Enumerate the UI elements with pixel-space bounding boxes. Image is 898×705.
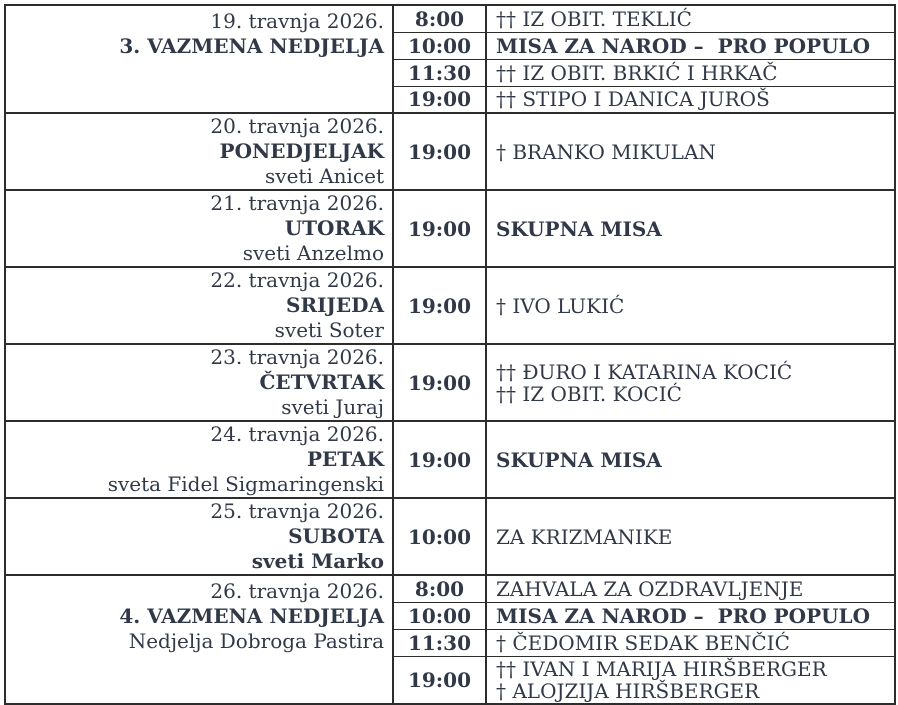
intention-cell — [486, 575, 895, 602]
date-cell — [5, 344, 393, 421]
intention-cell — [486, 629, 895, 656]
saint-line: sveti Anicet — [265, 164, 384, 188]
day-line: SUBOTA — [288, 524, 384, 548]
date-line: 21. travnja 2026. — [210, 191, 384, 215]
schedule-body — [5, 5, 895, 704]
saint-line: sveti Marko — [251, 549, 384, 573]
date-cell — [5, 575, 393, 704]
time-cell: 19:00 — [393, 267, 486, 344]
schedule-row — [5, 190, 895, 267]
intention-cell — [486, 86, 895, 113]
time-cell: 19:00 — [393, 86, 486, 113]
time-cell: 19:00 — [393, 113, 486, 190]
intention-line: ZAHVALA ZA OZDRAVLJENJE — [496, 576, 804, 601]
date-line: 20. travnja 2026. — [210, 114, 384, 138]
day-line: 4. VAZMENA NEDJELJA — [119, 604, 384, 628]
date-cell — [5, 5, 393, 113]
intention-cell — [486, 267, 895, 344]
schedule-row — [5, 267, 895, 344]
date-line: 25. travnja 2026. — [210, 499, 384, 523]
intention-line: †† ĐURO I KATARINA KOCIĆ — [496, 359, 793, 384]
intention-line: †† IVAN I MARIJA HIRŠBERGER — [496, 656, 827, 681]
schedule-row — [5, 113, 895, 190]
date-cell — [5, 267, 393, 344]
intention-cell — [486, 498, 895, 575]
date-line: 26. travnja 2026. — [210, 579, 384, 603]
intention-line: ZA KRIZMANIKE — [496, 524, 673, 549]
intention-cell — [486, 421, 895, 498]
intention-cell — [486, 602, 895, 629]
saint-line: Nedjelja Dobroga Pastira — [128, 629, 384, 653]
schedule-row — [5, 498, 895, 575]
saint-line: sveti Anzelmo — [242, 241, 384, 265]
day-line: UTORAK — [284, 216, 384, 240]
date-line: 22. travnja 2026. — [210, 268, 384, 292]
day-line: SRIJEDA — [286, 293, 384, 317]
saint-line: sveta Fidel Sigmaringenski — [107, 472, 384, 496]
day-line: PONEDJELJAK — [219, 139, 384, 163]
intention-line: †† IZ OBIT. TEKLIĆ — [496, 6, 692, 31]
day-line: PETAK — [307, 447, 384, 471]
time-cell: 10:00 — [393, 498, 486, 575]
time-cell: 19:00 — [393, 656, 486, 704]
schedule-row — [5, 575, 895, 602]
time-cell: 10:00 — [393, 602, 486, 629]
time-cell: 8:00 — [393, 575, 486, 602]
intention-line: † IVO LUKIĆ — [496, 293, 625, 318]
intention-line: †† STIPO I DANICA JUROŠ — [496, 87, 770, 112]
intention-cell — [486, 5, 895, 32]
intention-cell — [486, 656, 895, 704]
intention-cell — [486, 190, 895, 267]
intention-line: SKUPNA MISA — [496, 216, 662, 241]
saint-line: sveti Juraj — [281, 395, 384, 419]
day-line: ČETVRTAK — [259, 370, 384, 394]
intention-line: MISA ZA NAROD – PRO POPULO — [496, 33, 871, 58]
date-cell — [5, 190, 393, 267]
date-line: 24. travnja 2026. — [210, 422, 384, 446]
time-cell: 19:00 — [393, 190, 486, 267]
time-cell: 10:00 — [393, 32, 486, 59]
intention-cell — [486, 113, 895, 190]
intention-cell — [486, 32, 895, 59]
date-cell — [5, 113, 393, 190]
date-cell — [5, 421, 393, 498]
intention-line: SKUPNA MISA — [496, 447, 662, 472]
intention-line: † ČEDOMIR SEDAK BENČIĆ — [496, 630, 790, 655]
intention-cell — [486, 59, 895, 86]
time-cell: 11:30 — [393, 59, 486, 86]
time-cell: 19:00 — [393, 421, 486, 498]
intention-line: †† IZ OBIT. KOCIĆ — [496, 381, 682, 406]
schedule-row — [5, 344, 895, 421]
intention-line: MISA ZA NAROD – PRO POPULO — [496, 603, 871, 628]
date-line: 19. travnja 2026. — [210, 9, 384, 33]
schedule-row — [5, 421, 895, 498]
time-cell: 8:00 — [393, 5, 486, 32]
time-cell: 11:30 — [393, 629, 486, 656]
mass-schedule-table — [4, 4, 896, 705]
time-cell: 19:00 — [393, 344, 486, 421]
day-line: 3. VAZMENA NEDJELJA — [119, 34, 384, 58]
date-cell — [5, 498, 393, 575]
date-line: 23. travnja 2026. — [210, 345, 384, 369]
schedule-row — [5, 5, 895, 32]
intention-line: †† IZ OBIT. BRKIĆ I HRKAČ — [496, 60, 778, 85]
intention-line: † ALOJZIJA HIRŠBERGER — [496, 678, 760, 703]
saint-line: sveti Soter — [274, 318, 384, 342]
intention-line: † BRANKO MIKULAN — [496, 139, 716, 164]
intention-cell — [486, 344, 895, 421]
